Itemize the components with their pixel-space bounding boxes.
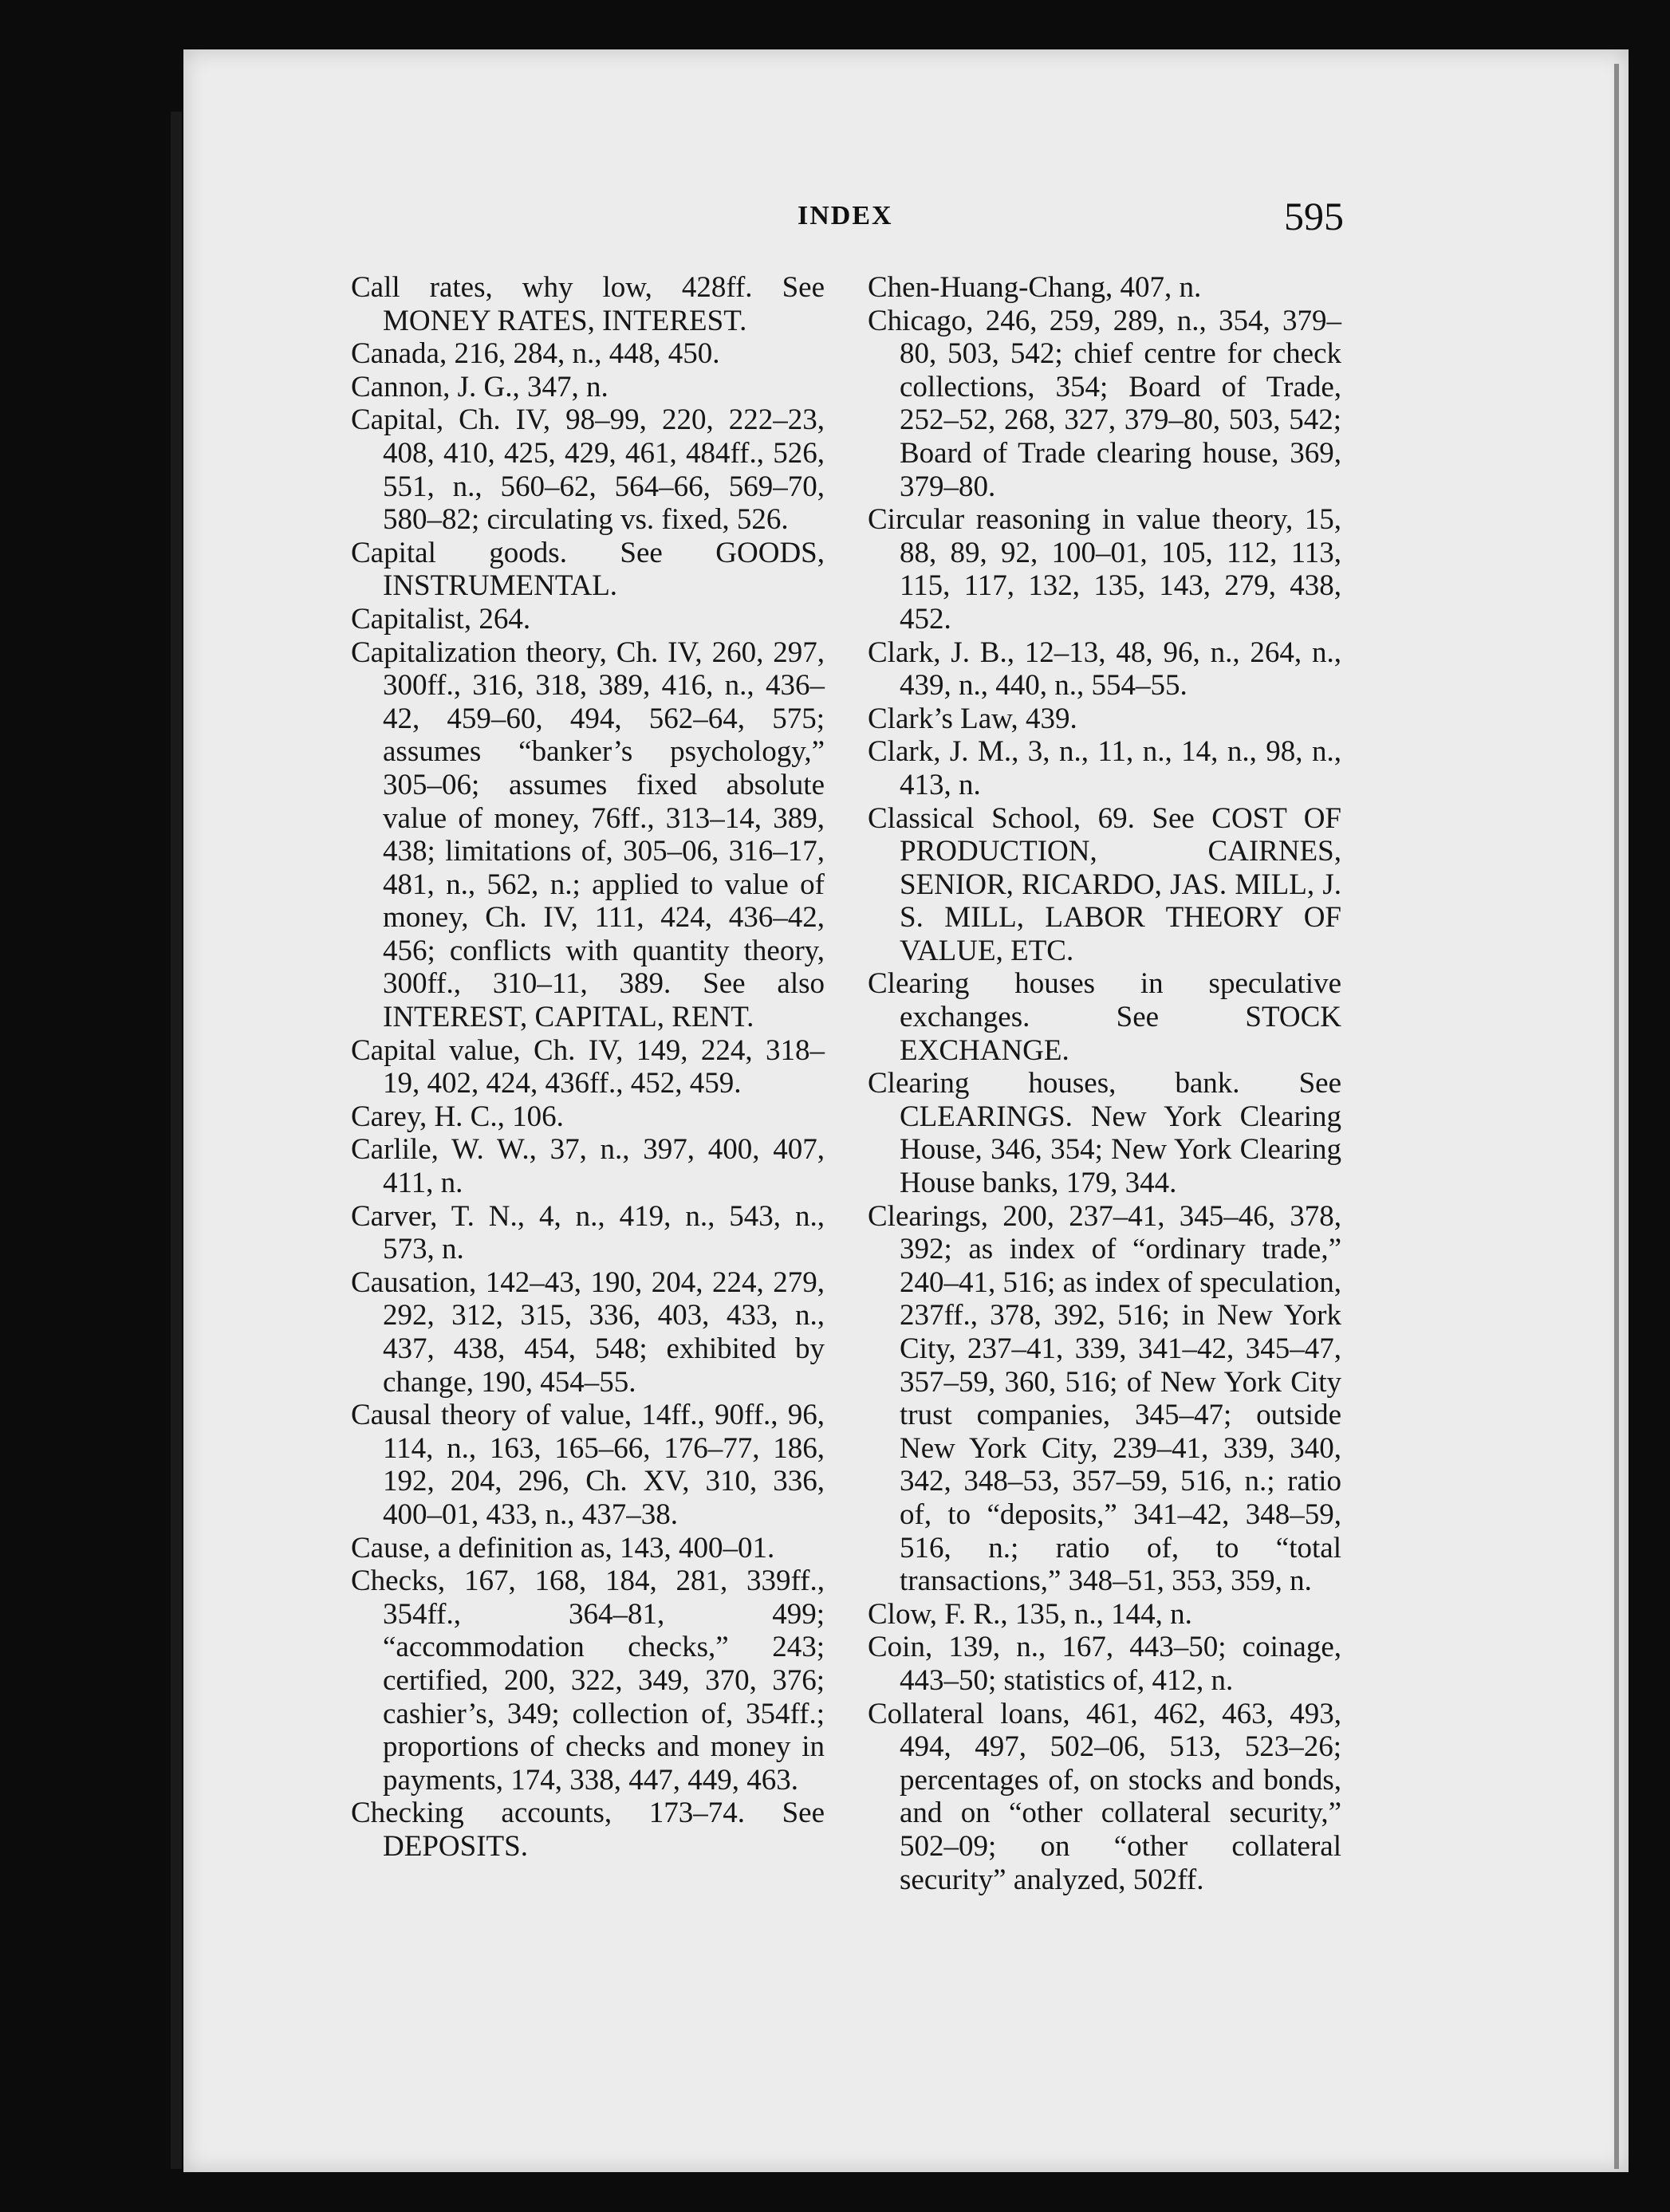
index-entry-text: Clark’s Law, 439. (868, 702, 1077, 735)
index-entry (351, 1133, 825, 1199)
index-entry (351, 371, 825, 404)
index-entry (351, 1797, 825, 1863)
index-entry (868, 735, 1341, 801)
index-entry-text: Carlile, W. W., 37, n., 397, 400, 407, 411, n. (351, 1133, 825, 1200)
index-entry-text: Checking accounts, 173–74. See DEPOSITS. (351, 1797, 825, 1863)
index-entry (868, 1067, 1341, 1199)
index-entry-text: Chicago, 246, 259, 289, n., 354, 379–80, 503, 542; chief centre for check collections, 354; Board of Trade, 252–52, 268, 327, 379–80, 503, 542; Board of Trade clearing house, 369, 379–80. (868, 304, 1341, 503)
index-entry-text: Causal theory of value, 14ff., 90ff., 96, 114, n., 163, 165–66, 176–77, 186, 192, 204, 296, Ch. XV, 310, 336, 400–01, 433, n., 437–38. (351, 1399, 825, 1531)
index-entry (351, 1399, 825, 1531)
index-entry-text: Clark, J. B., 12–13, 48, 96, n., 264, n., 439, n., 440, n., 554–55. (868, 636, 1341, 703)
index-entry (868, 1598, 1341, 1631)
index-column-left (351, 271, 825, 1864)
index-entry-text: Causation, 142–43, 190, 204, 224, 279, 292, 312, 315, 336, 403, 433, n., 437, 438, 454, 548; exhibited by change, 190, 454–55. (351, 1265, 825, 1399)
index-entry-text: Clearing houses in speculative exchanges. See STOCK EXCHANGE. (868, 967, 1341, 1067)
index-entry-text: Call rates, why low, 428ff. See MONEY RATES, INTEREST. (351, 271, 825, 337)
index-entry-text: Clearings, 200, 237–41, 345–46, 378, 392; as index of “ordinary trade,” 240–41, 516; as index of speculation, 237ff., 378, 392, 516; in New York City, 237–41, 339, 341–42, 345–47, 357–59, 360, 516; of New York City trust companies, 345–47; outside New York City, 239–41, 339, 340, 342, 348–53, 357–59, 516, n.; ratio of, to “deposits,” 341–42, 348–59, 516, n.; ratio of, to “total transactions,” 348–51, 353, 359, n. (868, 1199, 1341, 1598)
index-entry-text: Cause, a definition as, 143, 400–01. (351, 1531, 775, 1565)
running-head: INDEX (798, 201, 893, 230)
index-entry (351, 1034, 825, 1100)
index-entry-text: Capitalization theory, Ch. IV, 260, 297, 300ff., 316, 318, 389, 416, n., 436–42, 459–60, 494, 562–64, 575; assumes “banker’s psychology,” 305–06; assumes fixed absolute value of money, 76ff., 313–14, 389, 438; limitations of, 305–06, 316–17, 481, n., 562, n.; applied to value of money, Ch. IV, 111, 424, 436–42, 456; conflicts with quantity theory, 300ff., 310–11, 389. See also INTEREST, CAPITAL, RENT. (351, 636, 825, 1034)
page-fore-edge (1614, 64, 1619, 2169)
index-entry (351, 537, 825, 603)
index-entry (351, 636, 825, 1034)
index-entry-text: Clark, J. M., 3, n., 11, n., 14, n., 98, n., 413, n. (868, 735, 1341, 801)
index-entry-text: Canada, 216, 284, n., 448, 450. (351, 337, 720, 371)
index-entry (868, 503, 1341, 636)
index-entry (351, 1565, 825, 1797)
index-entry (868, 636, 1341, 703)
index-entry-text: Chen-Huang-Chang, 407, n. (868, 271, 1202, 304)
index-entry-text: Cannon, J. G., 347, n. (351, 370, 609, 403)
index-entry (351, 271, 825, 337)
index-entry-text: Clearing houses, bank. See CLEARINGS. New York Clearing House, 346, 354; New York Clearing House banks, 179, 344. (868, 1067, 1341, 1200)
index-entry (868, 1200, 1341, 1598)
index-entry-text: Circular reasoning in value theory, 15, 88, 89, 92, 100–01, 105, 112, 113, 115, 117, 132, 135, 143, 279, 438, 452. (868, 503, 1341, 636)
index-entry (351, 1100, 825, 1134)
index-entry (351, 337, 825, 371)
index-entry (868, 1698, 1341, 1897)
index-entry (868, 802, 1341, 968)
index-entry-text: Collateral loans, 461, 462, 463, 493, 494, 497, 502–06, 513, 523–26; percentages of, on stocks and bonds, and on “other collateral security,” 502–09; on “other collateral security” analyzed, 502ff. (868, 1697, 1341, 1896)
index-column-right (868, 271, 1341, 1896)
index-entry (868, 1631, 1341, 1697)
index-entry (351, 1266, 825, 1399)
index-entry-text: Classical School, 69. See COST OF PRODUCTION, CAIRNES, SENIOR, RICARDO, JAS. MILL, J. S. MILL, LABOR THEORY OF VALUE, ETC. (868, 801, 1341, 967)
book-spine-shadow (171, 112, 182, 2169)
index-entry (351, 1532, 825, 1565)
index-entry (868, 271, 1341, 305)
page-number: 595 (1284, 194, 1344, 238)
index-entry-text: Capital goods. See GOODS, INSTRUMENTAL. (351, 536, 825, 603)
index-entry-text: Carver, T. N., 4, n., 419, n., 543, n., 573, n. (351, 1199, 825, 1266)
index-entry (351, 403, 825, 536)
index-entry-text: Capitalist, 264. (351, 602, 531, 636)
index-entry (868, 305, 1341, 504)
index-entry-text: Checks, 167, 168, 184, 281, 339ff., 354ff., 364–81, 499; “accommodation checks,” 243; certified, 200, 322, 349, 370, 376; cashier’s, 349; collection of, 354ff.; proportions of checks and money in payments, 174, 338, 447, 449, 463. (351, 1565, 825, 1797)
index-entry-text: Carey, H. C., 106. (351, 1100, 564, 1133)
index-entry (868, 703, 1341, 736)
index-entry-text: Capital, Ch. IV, 98–99, 220, 222–23, 408, 410, 425, 429, 461, 484ff., 526, 551, n., 560–62, 564–66, 569–70, 580–82; circulating vs. fixed, 526. (351, 403, 825, 537)
index-entry (351, 1200, 825, 1266)
index-entry-text: Capital value, Ch. IV, 149, 224, 318–19, 402, 424, 436ff., 452, 459. (351, 1033, 825, 1100)
index-entry (351, 603, 825, 636)
index-entry-text: Clow, F. R., 135, n., 144, n. (868, 1597, 1192, 1631)
index-entry-text: Coin, 139, n., 167, 443–50; coinage, 443–50; statistics of, 412, n. (868, 1631, 1341, 1697)
index-entry (868, 967, 1341, 1067)
